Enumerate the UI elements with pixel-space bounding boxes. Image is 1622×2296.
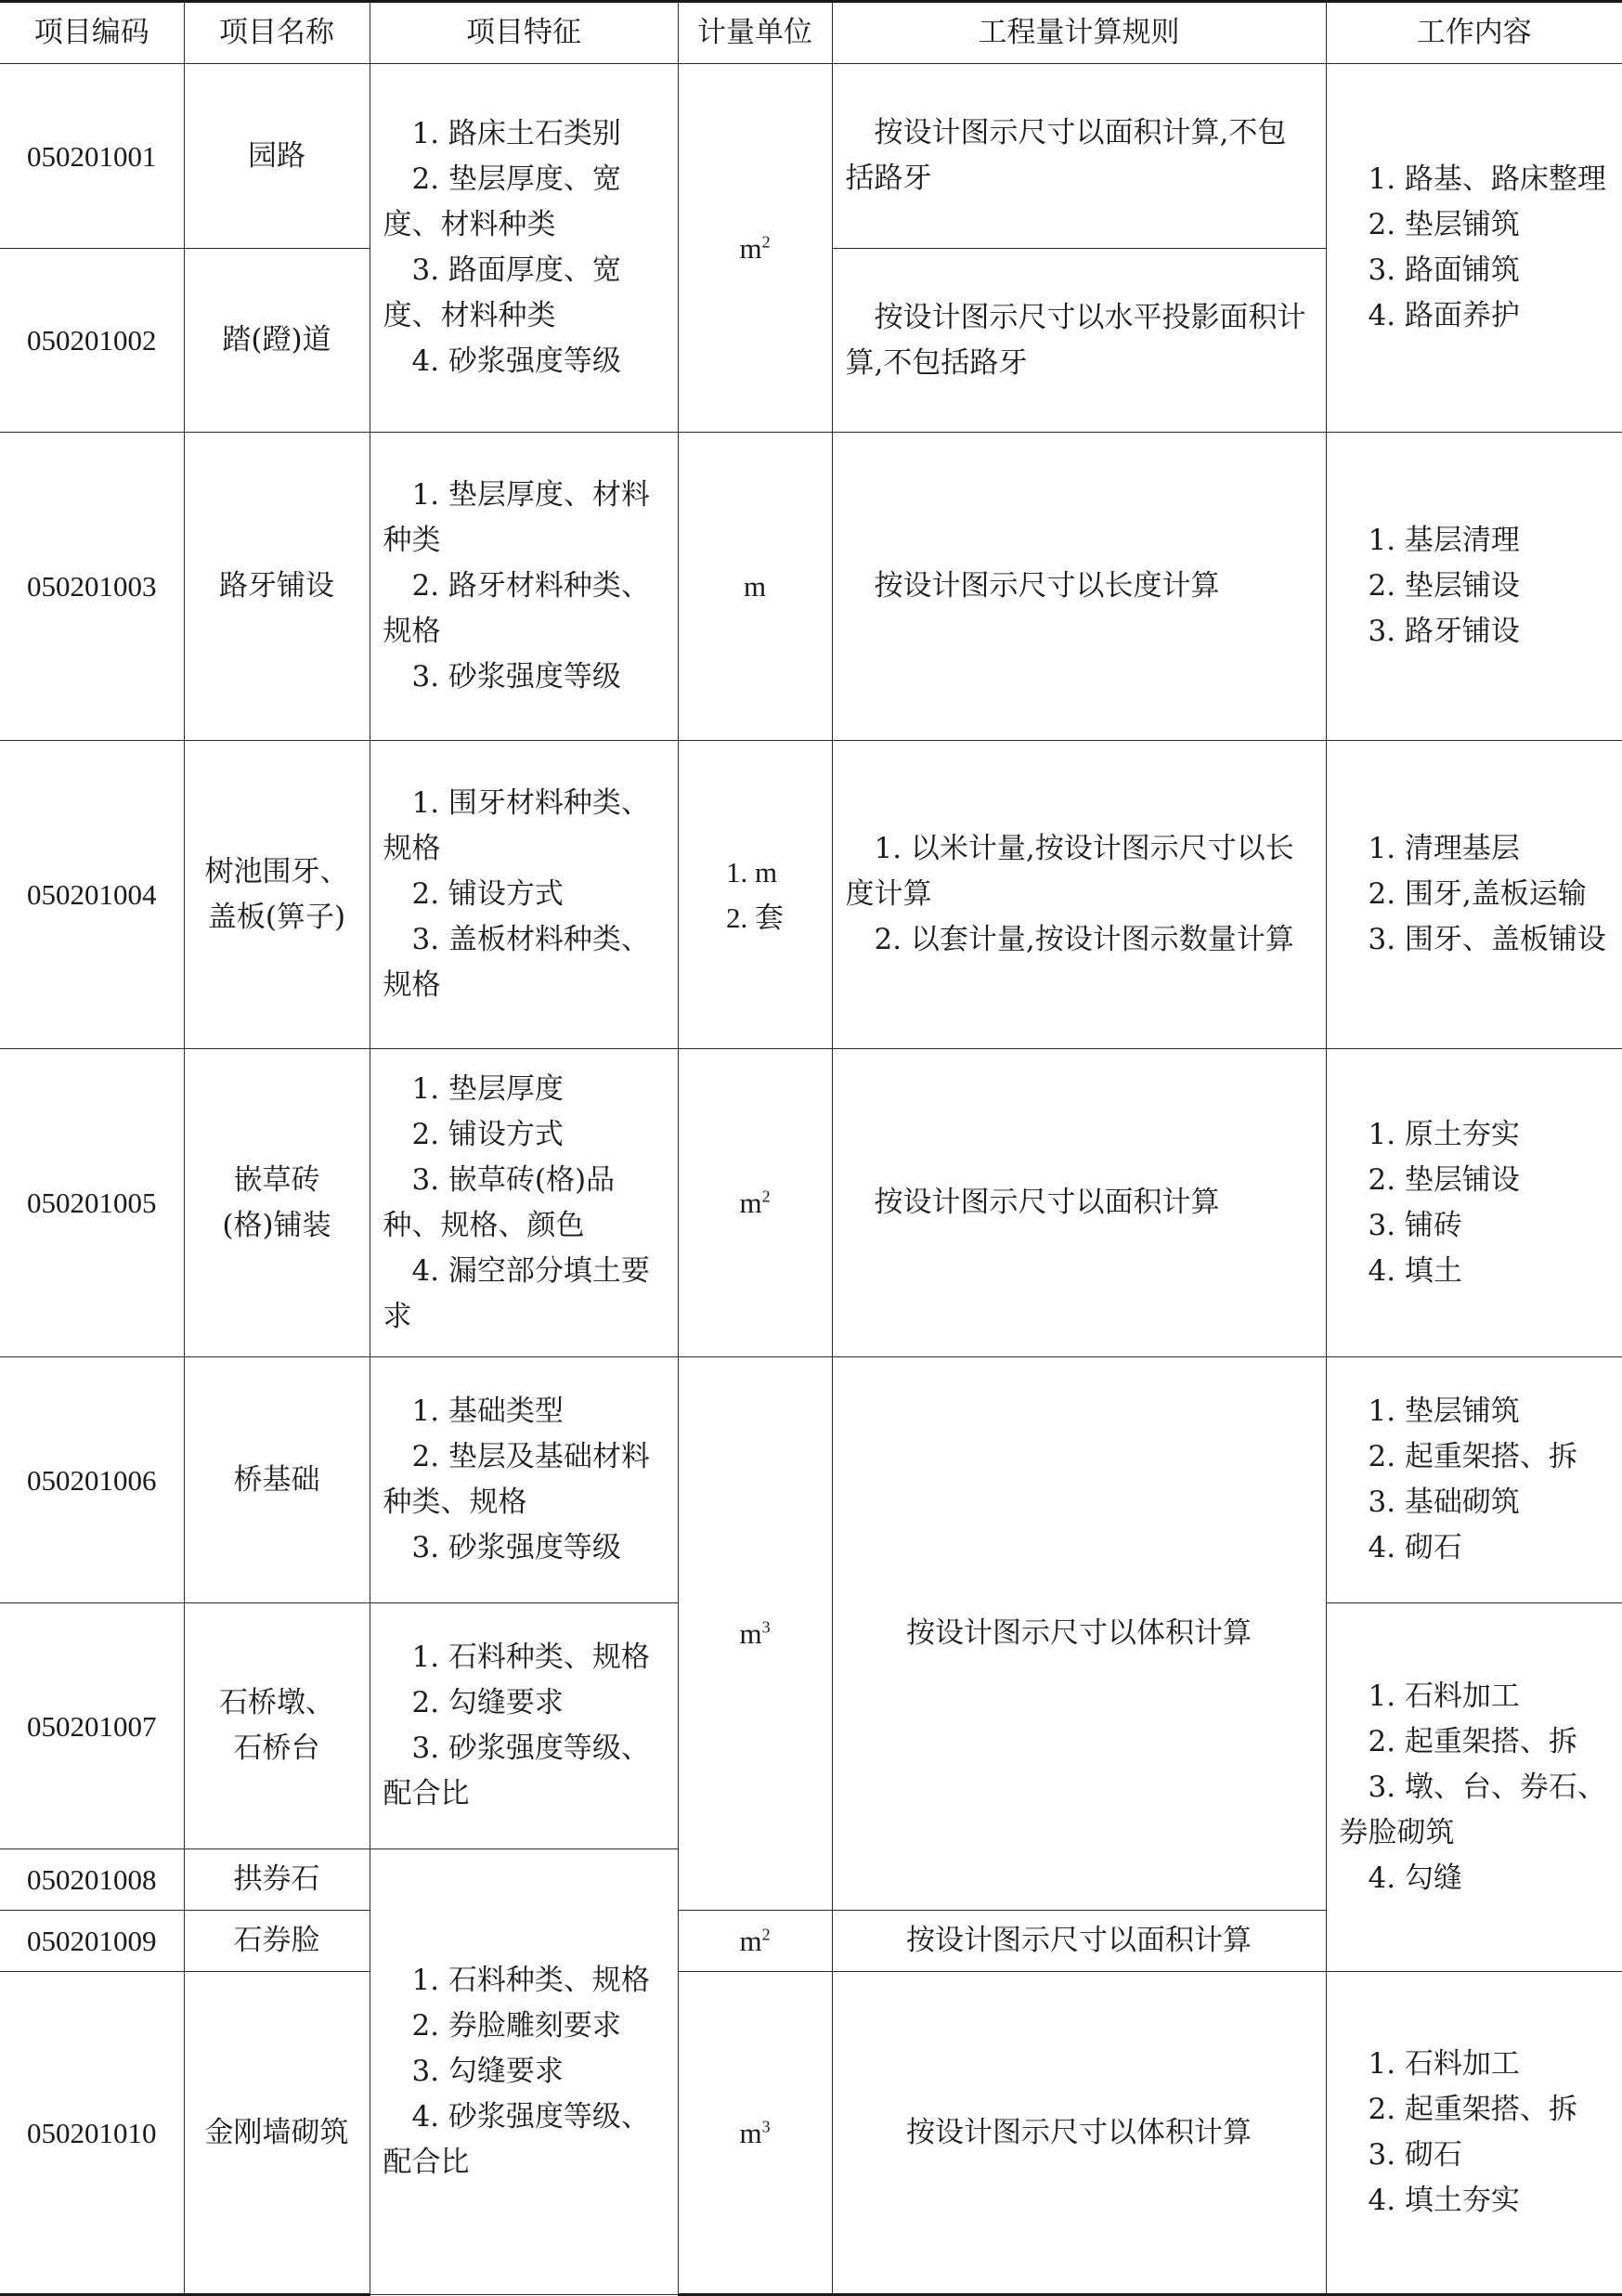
- name-line: 盖板(箅子): [207, 900, 346, 934]
- item-code: 050201002: [0, 249, 184, 433]
- item-rule: 按设计图示尺寸以体积计算: [832, 1972, 1326, 2295]
- work-line: 1. 石料加工: [1368, 2047, 1520, 2081]
- feature-line: 2. 垫层及基础材料种类、规格: [383, 1440, 650, 1519]
- item-work: [1326, 1049, 1622, 1357]
- feature-line: 1. 垫层厚度、材料种类: [383, 478, 650, 557]
- item-name: 石券脸: [184, 1911, 370, 1972]
- feature-line: 1. 石料种类、规格: [411, 1964, 650, 1997]
- unit-line: 1. m: [726, 855, 778, 889]
- name-line: (格)铺装: [222, 1208, 331, 1242]
- item-code: 050201003: [0, 433, 184, 741]
- unit-exp: 2: [761, 1187, 771, 1206]
- rule-line: 2. 以套计量,按设计图示数量计算: [874, 923, 1294, 956]
- item-work: [1326, 64, 1622, 433]
- feature-line: 4. 砂浆强度等级、配合比: [383, 2100, 650, 2179]
- feature-line: 1. 石料种类、规格: [411, 1641, 650, 1674]
- work-line: 3. 路面铺筑: [1368, 253, 1520, 287]
- work-line: 3. 砌石: [1368, 2138, 1462, 2172]
- work-line: 3. 墩、台、券石、券脸砌筑: [1339, 1770, 1606, 1849]
- unit-base: m: [739, 2116, 762, 2149]
- work-line: 3. 围牙、盖板铺设: [1368, 923, 1606, 956]
- name-line: 石桥墩、: [219, 1686, 334, 1719]
- feature-line: 3. 砂浆强度等级: [411, 1531, 621, 1564]
- rule-text: 按设计图示尺寸以长度计算: [874, 569, 1220, 603]
- work-line: 4. 填土夯实: [1368, 2184, 1520, 2217]
- table-row: [0, 741, 1622, 1049]
- item-code: 050201010: [0, 1972, 184, 2295]
- work-line: 1. 垫层铺筑: [1368, 1394, 1520, 1428]
- unit-base: m: [739, 231, 762, 265]
- work-line: 1. 清理基层: [1368, 832, 1520, 865]
- item-feature: [370, 1603, 678, 1849]
- header-row: [0, 2, 1622, 64]
- item-rule: [832, 1049, 1326, 1357]
- item-name: 路牙铺设: [184, 433, 370, 741]
- name-line: 树池围牙、: [204, 854, 349, 889]
- item-name: [184, 1603, 370, 1849]
- item-unit: m: [678, 433, 832, 741]
- item-unit: [678, 1972, 832, 2295]
- feature-line: 3. 路面厚度、宽度、材料种类: [383, 253, 621, 332]
- item-name: [184, 1049, 370, 1357]
- work-line: 2. 起重架搭、拆: [1368, 2093, 1577, 2126]
- item-feature: [370, 1357, 678, 1603]
- item-name: 桥基础: [184, 1357, 370, 1603]
- feature-line: 3. 嵌草砖(格)品种、规格、颜色: [383, 1162, 616, 1242]
- item-code: 050201001: [0, 64, 184, 249]
- item-unit: [678, 1357, 832, 1911]
- item-unit: [678, 1911, 832, 1972]
- item-work: [1326, 433, 1622, 741]
- work-line: 2. 垫层铺筑: [1368, 208, 1520, 241]
- work-line: 2. 围牙,盖板运输: [1368, 877, 1587, 911]
- feature-line: 1. 围牙材料种类、规格: [383, 786, 650, 865]
- item-rule: [832, 741, 1326, 1049]
- work-line: 2. 起重架搭、拆: [1368, 1724, 1577, 1758]
- feature-line: 3. 盖板材料种类、规格: [383, 923, 650, 1002]
- header-feature: 项目特征: [370, 2, 678, 64]
- unit-exp: 3: [761, 2117, 771, 2136]
- work-line: 1. 基层清理: [1368, 524, 1520, 557]
- item-rule: 按设计图示尺寸以体积计算: [832, 1357, 1326, 1911]
- item-code: 050201009: [0, 1911, 184, 1972]
- unit-exp: 2: [761, 1925, 771, 1944]
- rule-text: 按设计图示尺寸以水平投影面积计算,不包括路牙: [845, 300, 1306, 380]
- rule-line: 1. 以米计量,按设计图示尺寸以长度计算: [845, 832, 1294, 911]
- header-code: 项目编码: [0, 2, 184, 64]
- item-feature: [370, 433, 678, 741]
- unit-base: m: [739, 1187, 762, 1219]
- header-rule: 工程量计算规则: [832, 2, 1326, 64]
- work-line: 1. 石料加工: [1368, 1679, 1520, 1713]
- work-line: 3. 铺砖: [1368, 1208, 1462, 1242]
- item-code: 050201006: [0, 1357, 184, 1603]
- feature-line: 3. 砂浆强度等级、配合比: [383, 1732, 650, 1810]
- feature-line: 1. 基础类型: [411, 1394, 564, 1428]
- feature-line: 4. 砂浆强度等级: [411, 344, 621, 378]
- item-code: 050201005: [0, 1049, 184, 1357]
- feature-line: 1. 路床土石类别: [411, 117, 621, 150]
- work-line: 4. 填土: [1368, 1253, 1462, 1288]
- unit-base: m: [739, 1925, 762, 1957]
- item-feature: [370, 741, 678, 1049]
- unit-line: 2. 套: [726, 901, 784, 934]
- table-row: [0, 1972, 1622, 2295]
- item-rule: [832, 64, 1326, 249]
- header-name: 项目名称: [184, 2, 370, 64]
- unit-base: m: [739, 1617, 762, 1650]
- table-row: [0, 64, 1622, 249]
- item-feature: [370, 1049, 678, 1357]
- item-name: [184, 741, 370, 1049]
- rule-text: 按设计图示尺寸以面积计算: [874, 1186, 1220, 1219]
- feature-line: 2. 路牙材料种类、规格: [383, 569, 650, 648]
- work-line: 3. 路牙铺设: [1368, 615, 1520, 648]
- feature-line: 2. 铺设方式: [411, 877, 564, 911]
- rule-text: 按设计图示尺寸以面积计算,不包括路牙: [845, 116, 1287, 195]
- item-rule: 按设计图示尺寸以面积计算: [832, 1911, 1326, 1972]
- item-work: [1326, 1357, 1622, 1603]
- item-code: 050201008: [0, 1849, 184, 1911]
- item-rule: [832, 433, 1326, 741]
- unit-exp: 2: [761, 232, 771, 252]
- work-line: 2. 垫层铺设: [1368, 569, 1520, 603]
- feature-line: 2. 铺设方式: [411, 1117, 564, 1151]
- feature-line: 2. 券脸雕刻要求: [411, 2009, 621, 2043]
- item-name: 拱券石: [184, 1849, 370, 1911]
- item-work: [1326, 741, 1622, 1049]
- work-line: 1. 路基、路床整理: [1368, 162, 1606, 196]
- item-name: 踏(蹬)道: [184, 249, 370, 433]
- item-feature: [370, 1849, 678, 2295]
- feature-line: 3. 砂浆强度等级: [411, 660, 621, 694]
- feature-line: 3. 勾缝要求: [411, 2055, 564, 2088]
- work-line: 3. 基础砌筑: [1368, 1485, 1520, 1519]
- item-work: [1326, 1972, 1622, 2295]
- work-line: 1. 原土夯实: [1368, 1117, 1520, 1151]
- feature-line: 2. 垫层厚度、宽度、材料种类: [383, 162, 621, 241]
- feature-line: 2. 勾缝要求: [411, 1686, 564, 1719]
- item-code: 050201004: [0, 741, 184, 1049]
- header-unit: 计量单位: [678, 2, 832, 64]
- work-line: 2. 起重架搭、拆: [1368, 1440, 1577, 1473]
- item-rule: [832, 249, 1326, 433]
- header-work: 工作内容: [1326, 2, 1622, 64]
- feature-line: 4. 漏空部分填土要求: [383, 1253, 650, 1333]
- item-code: 050201007: [0, 1603, 184, 1849]
- item-work: [1326, 1603, 1622, 1972]
- unit-exp: 3: [761, 1617, 771, 1637]
- name-line: 石桥台: [233, 1732, 320, 1765]
- item-unit: [678, 741, 832, 1049]
- item-unit: [678, 64, 832, 433]
- item-name: 园路: [184, 64, 370, 249]
- work-line: 4. 勾缝: [1368, 1861, 1462, 1895]
- feature-line: 1. 垫层厚度: [411, 1071, 564, 1106]
- name-line: 嵌草砖: [233, 1162, 320, 1197]
- item-feature: [370, 64, 678, 433]
- table-row: [0, 1357, 1622, 1603]
- work-line: 2. 垫层铺设: [1368, 1162, 1520, 1197]
- work-line: 4. 砌石: [1368, 1531, 1462, 1564]
- item-name: 金刚墙砌筑: [184, 1972, 370, 2295]
- work-line: 4. 路面养护: [1368, 299, 1520, 332]
- item-unit: [678, 1049, 832, 1357]
- table-row: [0, 433, 1622, 741]
- table-row: [0, 1049, 1622, 1357]
